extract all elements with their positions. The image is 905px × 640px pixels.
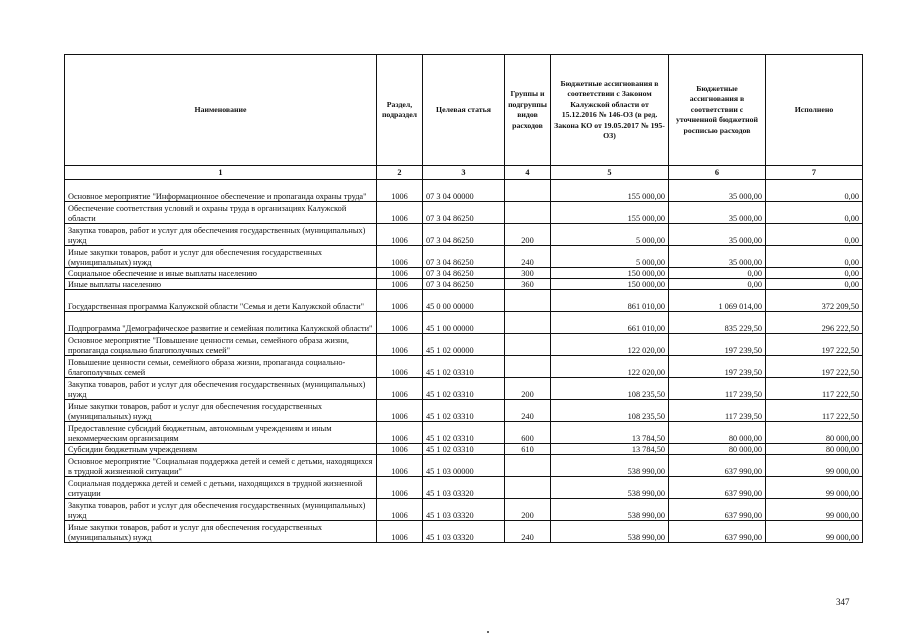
row-name: Основное мероприятие "Информационное обеспечение и пропаганда охраны труда"	[65, 180, 377, 202]
row-group	[505, 477, 551, 499]
row-name: Социальное обеспечение и иные выплаты населению	[65, 268, 377, 279]
row-section: 1006	[377, 400, 423, 422]
header-section: Раздел, подраздел	[377, 55, 423, 166]
row-budget-refined: 80 000,00	[669, 444, 766, 455]
row-budget-law: 108 235,50	[551, 378, 669, 400]
row-executed: 0,00	[766, 202, 863, 224]
row-budget-law: 13 784,50	[551, 422, 669, 444]
row-target: 45 1 00 00000	[423, 312, 505, 334]
row-budget-law: 538 990,00	[551, 499, 669, 521]
row-group: 610	[505, 444, 551, 455]
row-section: 1006	[377, 477, 423, 499]
table-row	[65, 180, 863, 202]
row-budget-law: 13 784,50	[551, 444, 669, 455]
row-target: 45 1 02 03310	[423, 422, 505, 444]
row-target: 07 3 04 00000	[423, 180, 505, 202]
row-target: 07 3 04 86250	[423, 268, 505, 279]
row-group	[505, 334, 551, 356]
row-section: 1006	[377, 356, 423, 378]
row-name: Закупка товаров, работ и услуг для обеспечения государственных (муниципальных) нужд	[65, 499, 377, 521]
row-budget-refined: 637 990,00	[669, 499, 766, 521]
row-group: 200	[505, 499, 551, 521]
row-target: 07 3 04 86250	[423, 246, 505, 268]
row-target: 07 3 04 86250	[423, 202, 505, 224]
row-budget-law: 538 990,00	[551, 455, 669, 477]
row-section: 1006	[377, 422, 423, 444]
table-row	[65, 422, 863, 444]
table-row	[65, 455, 863, 477]
row-name: Обеспечение соответствия условий и охраны труда в организациях Калужской области	[65, 202, 377, 224]
row-target: 07 3 04 86250	[423, 279, 505, 290]
row-budget-law: 5 000,00	[551, 246, 669, 268]
row-section: 1006	[377, 521, 423, 543]
column-number: 2	[377, 166, 423, 180]
row-target: 45 1 02 03310	[423, 400, 505, 422]
row-section: 1006	[377, 444, 423, 455]
row-name: Иные закупки товаров, работ и услуг для обеспечения государственных (муниципальных) нужд	[65, 521, 377, 543]
row-section: 1006	[377, 279, 423, 290]
table-row	[65, 246, 863, 268]
row-budget-law: 661 010,00	[551, 312, 669, 334]
row-budget-law: 122 020,00	[551, 334, 669, 356]
column-number: 6	[669, 166, 766, 180]
row-name: Закупка товаров, работ и услуг для обеспечения государственных (муниципальных) нужд	[65, 378, 377, 400]
table-row	[65, 290, 863, 312]
row-section: 1006	[377, 290, 423, 312]
table-row	[65, 499, 863, 521]
row-executed: 80 000,00	[766, 444, 863, 455]
row-executed: 0,00	[766, 279, 863, 290]
table-row	[65, 400, 863, 422]
row-executed: 0,00	[766, 268, 863, 279]
row-group: 360	[505, 279, 551, 290]
row-budget-refined: 80 000,00	[669, 422, 766, 444]
row-budget-refined: 35 000,00	[669, 224, 766, 246]
row-group	[505, 290, 551, 312]
column-number: 7	[766, 166, 863, 180]
row-budget-refined: 197 239,50	[669, 356, 766, 378]
row-name: Основное мероприятие "Социальная поддержка детей и семей с детьми, находящихся в трудной жизненной ситуации"	[65, 455, 377, 477]
column-number: 4	[505, 166, 551, 180]
row-section: 1006	[377, 334, 423, 356]
row-target: 45 0 00 00000	[423, 290, 505, 312]
table-row	[65, 312, 863, 334]
row-budget-refined: 35 000,00	[669, 202, 766, 224]
row-name: Повышение ценности семьи, семейного образа жизни, пропаганда социально-благополучных семей	[65, 356, 377, 378]
row-target: 45 1 03 03320	[423, 521, 505, 543]
row-target: 45 1 03 00000	[423, 455, 505, 477]
column-number: 1	[65, 166, 377, 180]
row-budget-law: 5 000,00	[551, 224, 669, 246]
row-target: 07 3 04 86250	[423, 224, 505, 246]
column-number: 3	[423, 166, 505, 180]
row-name: Иные выплаты населению	[65, 279, 377, 290]
table-row	[65, 224, 863, 246]
row-group: 300	[505, 268, 551, 279]
row-name: Подпрограмма "Демографическое развитие и семейная политика Калужской области"	[65, 312, 377, 334]
table-row	[65, 268, 863, 279]
row-name: Государственная программа Калужской области "Семья и дети Калужской области"	[65, 290, 377, 312]
row-name: Иные закупки товаров, работ и услуг для обеспечения государственных (муниципальных) нужд	[65, 400, 377, 422]
row-executed: 197 222,50	[766, 356, 863, 378]
row-section: 1006	[377, 455, 423, 477]
row-group	[505, 455, 551, 477]
row-section: 1006	[377, 180, 423, 202]
row-name: Социальная поддержка детей и семей с детьми, находящихся в трудной жизненной ситуации	[65, 477, 377, 499]
row-name: Иные закупки товаров, работ и услуг для обеспечения государственных (муниципальных) нужд	[65, 246, 377, 268]
row-executed: 99 000,00	[766, 499, 863, 521]
row-name: Закупка товаров, работ и услуг для обеспечения государственных (муниципальных) нужд	[65, 224, 377, 246]
row-section: 1006	[377, 224, 423, 246]
row-section: 1006	[377, 246, 423, 268]
row-group: 200	[505, 224, 551, 246]
row-budget-law: 538 990,00	[551, 521, 669, 543]
page-number: 347	[836, 597, 850, 607]
row-budget-refined: 117 239,50	[669, 378, 766, 400]
row-budget-law: 108 235,50	[551, 400, 669, 422]
row-name: Основное мероприятие "Повышение ценности семьи, семейного образа жизни, пропаганда социально благополучных семей"	[65, 334, 377, 356]
table-body	[65, 180, 863, 543]
row-executed: 99 000,00	[766, 477, 863, 499]
row-group	[505, 202, 551, 224]
row-executed: 117 222,50	[766, 378, 863, 400]
table-row	[65, 202, 863, 224]
row-section: 1006	[377, 268, 423, 279]
row-executed: 0,00	[766, 224, 863, 246]
row-group	[505, 312, 551, 334]
row-executed: 197 222,50	[766, 334, 863, 356]
row-target: 45 1 02 03310	[423, 444, 505, 455]
header-target: Целевая статья	[423, 55, 505, 166]
row-executed: 117 222,50	[766, 400, 863, 422]
row-target: 45 1 02 00000	[423, 334, 505, 356]
row-section: 1006	[377, 499, 423, 521]
table-row	[65, 444, 863, 455]
row-executed: 0,00	[766, 246, 863, 268]
row-group: 240	[505, 246, 551, 268]
column-number-row	[65, 166, 863, 180]
row-executed: 99 000,00	[766, 455, 863, 477]
row-group: 600	[505, 422, 551, 444]
row-section: 1006	[377, 202, 423, 224]
row-budget-refined: 637 990,00	[669, 455, 766, 477]
row-budget-refined: 197 239,50	[669, 334, 766, 356]
row-budget-refined: 35 000,00	[669, 180, 766, 202]
row-group: 200	[505, 378, 551, 400]
row-executed: 80 000,00	[766, 422, 863, 444]
row-budget-refined: 835 229,50	[669, 312, 766, 334]
row-budget-refined: 117 239,50	[669, 400, 766, 422]
row-budget-law: 155 000,00	[551, 180, 669, 202]
header-name: Наименование	[65, 55, 377, 166]
header-executed: Исполнено	[766, 55, 863, 166]
row-executed: 296 222,50	[766, 312, 863, 334]
row-budget-law: 150 000,00	[551, 279, 669, 290]
table-row	[65, 334, 863, 356]
row-budget-refined: 637 990,00	[669, 477, 766, 499]
header-group: Группы и подгруппы видов расходов	[505, 55, 551, 166]
scan-speck	[487, 631, 489, 633]
row-budget-law: 150 000,00	[551, 268, 669, 279]
budget-table	[64, 54, 863, 543]
row-budget-law: 861 010,00	[551, 290, 669, 312]
row-budget-law: 538 990,00	[551, 477, 669, 499]
row-budget-refined: 0,00	[669, 279, 766, 290]
row-group	[505, 180, 551, 202]
row-group: 240	[505, 400, 551, 422]
row-budget-refined: 1 069 014,00	[669, 290, 766, 312]
row-target: 45 1 02 03310	[423, 378, 505, 400]
column-number: 5	[551, 166, 669, 180]
row-target: 45 1 02 03310	[423, 356, 505, 378]
table-row	[65, 356, 863, 378]
row-target: 45 1 03 03320	[423, 499, 505, 521]
header-budget-refined: Бюджетные ассигнования в соответствии с уточненной бюджетной росписью расходов	[669, 55, 766, 166]
row-group: 240	[505, 521, 551, 543]
row-budget-refined: 0,00	[669, 268, 766, 279]
row-section: 1006	[377, 378, 423, 400]
row-budget-refined: 35 000,00	[669, 246, 766, 268]
row-budget-refined: 637 990,00	[669, 521, 766, 543]
table-row	[65, 477, 863, 499]
header-budget-law: Бюджетные ассигнования в соответствии с Законом Калужской области от 15.12.2016 № 146-ОЗ (в ред. Закона КО от 19.05.2017 № 195-ОЗ)	[551, 55, 669, 166]
row-executed: 0,00	[766, 180, 863, 202]
row-group	[505, 356, 551, 378]
row-budget-law: 155 000,00	[551, 202, 669, 224]
table-row	[65, 378, 863, 400]
row-executed: 372 209,50	[766, 290, 863, 312]
row-executed: 99 000,00	[766, 521, 863, 543]
row-budget-law: 122 020,00	[551, 356, 669, 378]
row-name: Субсидии бюджетным учреждениям	[65, 444, 377, 455]
table-header-row	[65, 55, 863, 166]
row-name: Предоставление субсидий бюджетным, автономным учреждениям и иным некоммерческим организациям	[65, 422, 377, 444]
row-target: 45 1 03 03320	[423, 477, 505, 499]
row-section: 1006	[377, 312, 423, 334]
table-row	[65, 279, 863, 290]
table-row	[65, 521, 863, 543]
